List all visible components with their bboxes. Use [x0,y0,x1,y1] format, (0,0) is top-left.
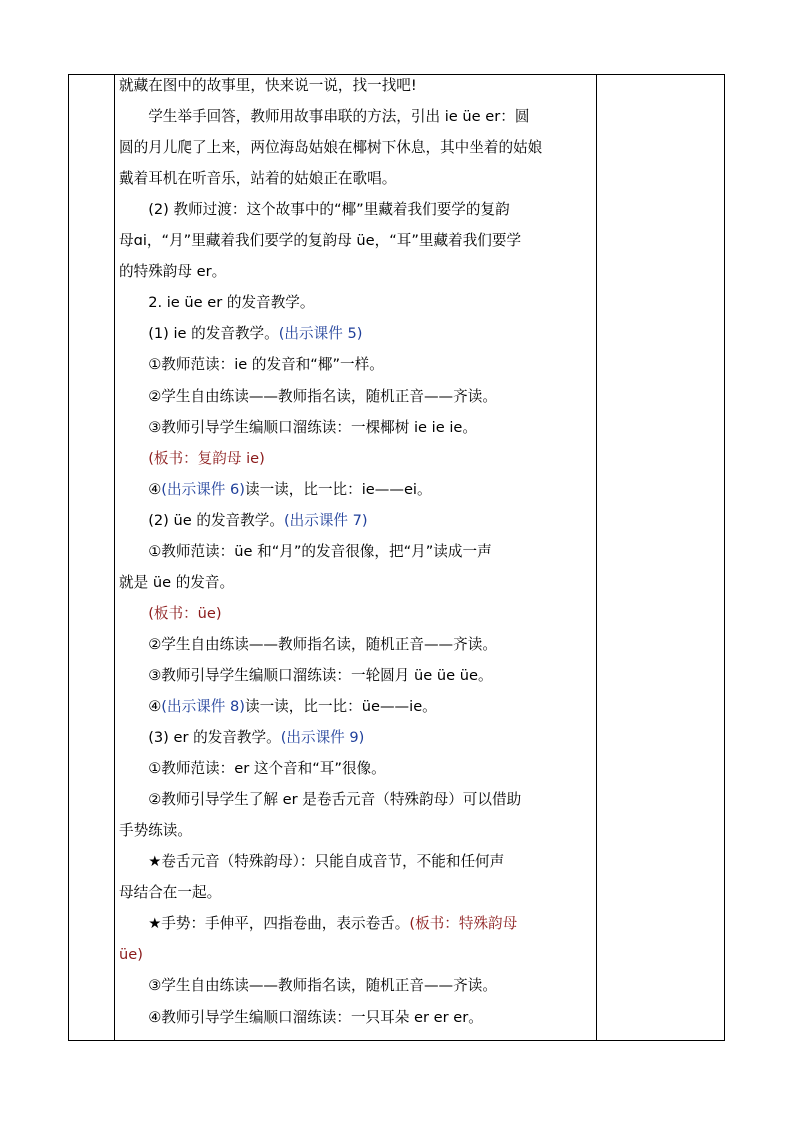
text-segment: (3) er 的发音教学。 [119,729,281,746]
blackboard-annotation: (板书：üe) [119,605,222,622]
text-segment: ①教师范读：üe 和“月”的发音很像，把“月”读成一声 [119,543,492,560]
text-line [119,821,192,841]
text-segment: (2) üe 的发音教学。 [119,512,284,529]
text-segment: 手势练读。 [119,822,192,839]
text-segment: 母结合在一起。 [119,884,222,901]
text-segment: 就是 üe 的发音。 [119,574,235,591]
text-segment: 读一读，比一比：üe——ie。 [244,698,437,715]
text-line [119,976,497,996]
text-line [119,169,396,189]
text-line [119,418,477,438]
text-segment: 学生举手回答，教师用故事串联的方法，引出 ie üe er：圆 [119,108,530,125]
text-segment: 读一读，比一比：ie——ei。 [244,481,432,498]
text-segment: ③教师引导学生编顺口溜练读：一轮圆月 üe üe üe。 [119,667,493,684]
blackboard-annotation: (板书：复韵母 ie) [119,450,265,467]
left-column-divider [114,75,115,1040]
text-line [119,324,362,344]
courseware-annotation: (出示课件 6) [161,481,245,498]
text-segment: ①教师范读：er 这个音和“耳”很像。 [119,760,386,777]
text-segment: 圆的月儿爬了上来，两位海岛姑娘在椰树下休息，其中坐着的姑娘 [119,139,543,156]
text-line [119,635,497,655]
text-segment: ②教师引导学生了解 er 是卷舌元音（特殊韵母）可以借助 [119,791,522,808]
courseware-annotation: (出示课件 7) [283,512,368,529]
blackboard-annotation: üe) [119,946,143,963]
text-line [119,200,510,220]
courseware-annotation: (出示课件 8) [161,698,245,715]
text-line [119,852,504,872]
text-segment: 戴着耳机在听音乐，站着的姑娘正在歌唱。 [119,170,397,187]
text-segment: (1) ie 的发音教学。 [119,325,279,342]
text-line [119,573,234,593]
text-line [119,883,221,903]
text-line [119,387,497,407]
text-line [119,480,432,500]
text-segment: ④ [119,481,162,498]
text-segment: 就藏在图中的故事里，快来说一说，找一找吧! [119,77,417,94]
text-segment: 2. ie üe er 的发音教学。 [119,294,315,311]
text-line [119,914,517,934]
text-line [119,449,265,469]
text-line [119,542,492,562]
right-column-divider [596,75,597,1040]
text-line [119,293,314,313]
text-line [119,604,222,624]
text-line [119,759,386,779]
text-segment: ②学生自由练读——教师指名读，随机正音——齐读。 [119,388,497,405]
text-line [119,666,493,686]
text-line [119,697,437,717]
text-line [119,107,529,127]
text-segment: ①教师范读：ie 的发音和“椰”一样。 [119,356,384,373]
text-line [119,1008,483,1028]
courseware-annotation: (出示课件 9) [280,729,365,746]
text-line [119,511,368,531]
text-segment: ②学生自由练读——教师指名读，随机正音——齐读。 [119,636,497,653]
text-line [119,728,364,748]
text-segment: ③学生自由练读——教师指名读，随机正音——齐读。 [119,977,497,994]
text-line [119,262,226,282]
text-segment: 的特殊韵母 er。 [119,263,227,280]
text-line [119,790,521,810]
blackboard-annotation: (板书：特殊韵母 [409,915,518,932]
text-line [119,76,417,96]
text-segment: 母ɑi，“月”里藏着我们要学的复韵母 üe，“耳”里藏着我们要学 [119,232,522,249]
courseware-annotation: (出示课件 5) [278,325,363,342]
text-line [119,355,384,375]
text-line [119,231,521,251]
text-segment: ★手势：手伸平，四指卷曲，表示卷舌。 [119,915,410,932]
text-segment: ③教师引导学生编顺口溜练读：一棵椰树 ie ie ie。 [119,419,477,436]
text-line [119,138,542,158]
text-segment: (2) 教师过渡：这个故事中的“椰”里藏着我们要学的复韵 [119,201,510,218]
text-line [119,945,143,965]
text-segment: ④ [119,698,162,715]
text-segment: ④教师引导学生编顺口溜练读：一只耳朵 er er er。 [119,1009,483,1026]
text-segment: ★卷舌元音（特殊韵母）：只能自成音节，不能和任何声 [119,853,505,870]
